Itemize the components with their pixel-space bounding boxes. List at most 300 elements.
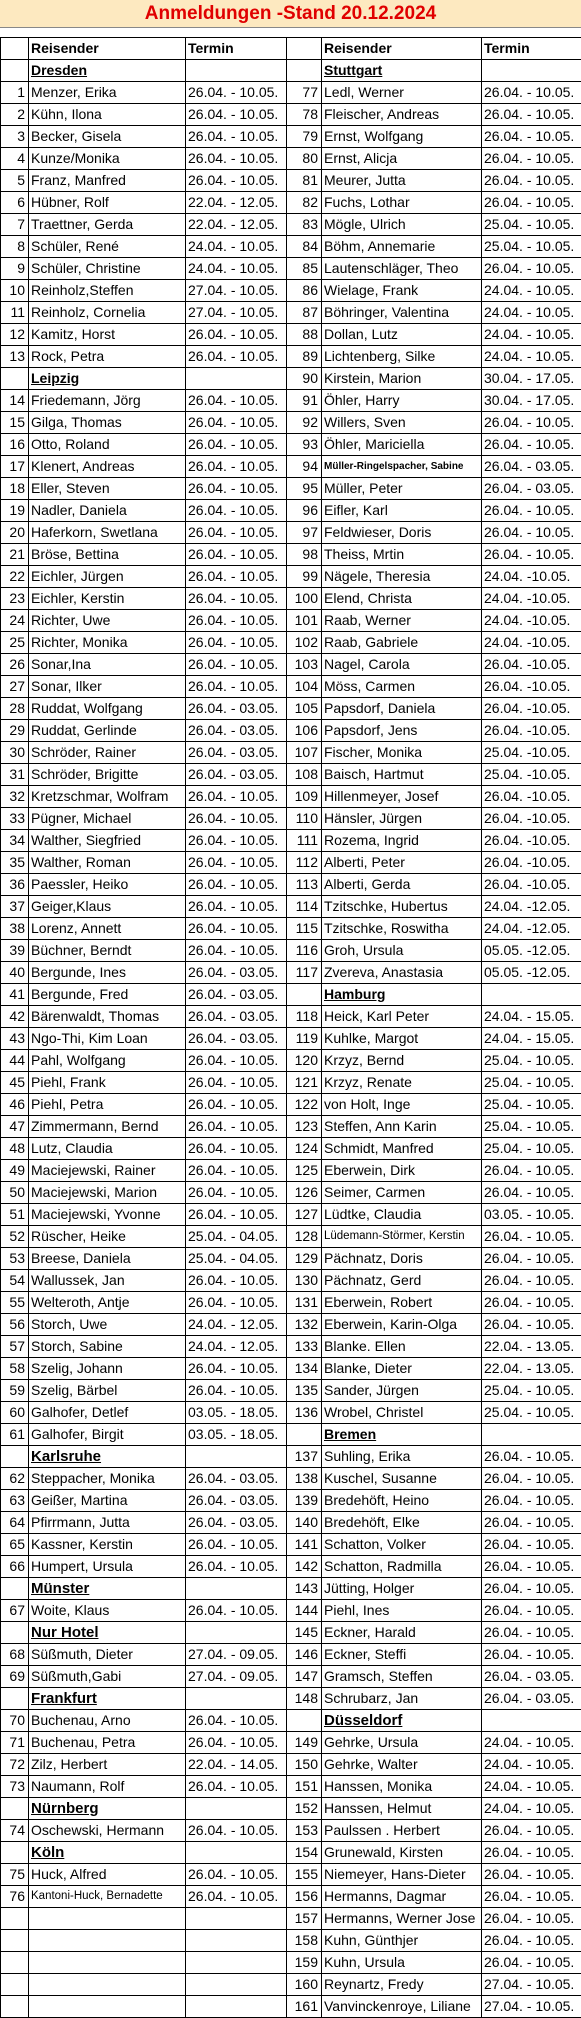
section-heading-right: Stuttgart [322, 60, 482, 82]
row-number-right: 152 [287, 1798, 322, 1820]
traveler-name-right: Rozema, Ingrid [322, 830, 482, 852]
table-row [1, 786, 581, 808]
term-cell-left [186, 1688, 287, 1710]
traveler-name-left: Storch, Sabine [29, 1336, 186, 1358]
row-number-left: 10 [1, 280, 29, 302]
row-number-left: 54 [1, 1270, 29, 1292]
table-row [1, 258, 581, 280]
table-row [1, 1336, 581, 1358]
row-number-left: 64 [1, 1512, 29, 1534]
traveler-name-right: Müller, Peter [322, 478, 482, 500]
traveler-name-right: Grunewald, Kirsten [322, 1842, 482, 1864]
travel-dates-left: 26.04. - 10.05. [186, 1556, 287, 1578]
traveler-name-left: Eichler, Kerstin [29, 588, 186, 610]
table-row [1, 104, 581, 126]
traveler-name-left: Friedemann, Jörg [29, 390, 186, 412]
travel-dates-right: 05.05. -12.05. [482, 940, 581, 962]
travel-dates-right: 25.04. - 10.05. [482, 1094, 581, 1116]
number-cell-left [1, 368, 29, 390]
travel-dates-left: 26.04. - 10.05. [186, 1072, 287, 1094]
table-row [1, 1710, 581, 1732]
traveler-name-right: Willers, Sven [322, 412, 482, 434]
table-row [1, 1490, 581, 1512]
table-row [1, 346, 581, 368]
travel-dates-right: 26.04. - 10.05. [482, 1622, 581, 1644]
table-row [1, 632, 581, 654]
row-number-right: 133 [287, 1336, 322, 1358]
table-row [1, 984, 581, 1006]
travel-dates-right: 25.04. - 10.05. [482, 1380, 581, 1402]
travel-dates-right: 25.04. - 10.05. [482, 1402, 581, 1424]
traveler-name-right: Elend, Christa [322, 588, 482, 610]
table-row [1, 1534, 581, 1556]
traveler-name-right: Nagel, Carola [322, 654, 482, 676]
travel-dates-right: 26.04. - 10.05. [482, 1248, 581, 1270]
empty-cell [1, 1930, 29, 1952]
row-number-left: 49 [1, 1160, 29, 1182]
table-row [1, 1732, 581, 1754]
number-cell-left [1, 1622, 29, 1644]
travel-dates-left: 26.04. - 10.05. [186, 324, 287, 346]
section-heading-left: Frankfurt [29, 1688, 186, 1710]
travel-dates-left: 24.04. - 12.05. [186, 1314, 287, 1336]
travel-dates-right: 26.04. - 03.05. [482, 478, 581, 500]
traveler-name-right: Tzitschke, Hubertus [322, 896, 482, 918]
table-row [1, 1754, 581, 1776]
traveler-name-right: Krzyz, Bernd [322, 1050, 482, 1072]
term-cell-right [482, 984, 581, 1006]
header-name-right: Reisender [322, 38, 482, 60]
table-row [1, 390, 581, 412]
empty-cell [186, 1996, 287, 2018]
traveler-name-left: Woite, Klaus [29, 1600, 186, 1622]
row-number-left: 52 [1, 1226, 29, 1248]
traveler-name-right: Pächnatz, Gerd [322, 1270, 482, 1292]
row-number-right: 132 [287, 1314, 322, 1336]
traveler-name-left: Zimmermann, Bernd [29, 1116, 186, 1138]
table-row [1, 1446, 581, 1468]
travel-dates-left: 26.04. - 10.05. [186, 390, 287, 412]
number-cell-left [1, 1842, 29, 1864]
row-number-left: 61 [1, 1424, 29, 1446]
travel-dates-left: 26.04. - 03.05. [186, 962, 287, 984]
row-number-right: 139 [287, 1490, 322, 1512]
row-number-right: 125 [287, 1160, 322, 1182]
travel-dates-right: 26.04. -10.05. [482, 786, 581, 808]
travel-dates-left: 26.04. - 10.05. [186, 544, 287, 566]
travel-dates-right: 25.04. -10.05. [482, 742, 581, 764]
travel-dates-left: 26.04. - 10.05. [186, 918, 287, 940]
traveler-name-right: Fischer, Monika [322, 742, 482, 764]
row-number-left: 25 [1, 632, 29, 654]
traveler-name-right: Heick, Karl Peter [322, 1006, 482, 1028]
traveler-name-right: Müller-Ringelspacher, Sabine [322, 456, 482, 478]
empty-cell [29, 1930, 186, 1952]
row-number-right: 127 [287, 1204, 322, 1226]
traveler-name-left: Piehl, Frank [29, 1072, 186, 1094]
travel-dates-right: 22.04. - 13.05. [482, 1336, 581, 1358]
section-heading-left: Leipzig [29, 368, 186, 390]
travel-dates-left: 22.04. - 12.05. [186, 214, 287, 236]
traveler-name-right: Dollan, Lutz [322, 324, 482, 346]
row-number-right: 121 [287, 1072, 322, 1094]
traveler-name-left: Paessler, Heiko [29, 874, 186, 896]
traveler-name-right: Piehl, Ines [322, 1600, 482, 1622]
traveler-name-left: Galhofer, Detlef [29, 1402, 186, 1424]
header-term-right: Termin [482, 38, 581, 60]
row-number-right: 144 [287, 1600, 322, 1622]
traveler-name-left: Piehl, Petra [29, 1094, 186, 1116]
table-row [1, 1666, 581, 1688]
table-row [1, 324, 581, 346]
row-number-right: 108 [287, 764, 322, 786]
travel-dates-left: 26.04. - 10.05. [186, 1138, 287, 1160]
traveler-name-right: Hillenmeyer, Josef [322, 786, 482, 808]
traveler-name-left: Sonar,Ina [29, 654, 186, 676]
row-number-right: 120 [287, 1050, 322, 1072]
travel-dates-right: 26.04. -10.05. [482, 654, 581, 676]
traveler-name-right: Mögle, Ulrich [322, 214, 482, 236]
traveler-name-right: Papsdorf, Jens [322, 720, 482, 742]
travel-dates-left: 26.04. - 03.05. [186, 1468, 287, 1490]
travel-dates-left: 26.04. - 10.05. [186, 1864, 287, 1886]
term-cell-left [186, 368, 287, 390]
row-number-right: 122 [287, 1094, 322, 1116]
row-number-right: 128 [287, 1226, 322, 1248]
number-cell-left [1, 60, 29, 82]
table-row [1, 126, 581, 148]
row-number-right: 158 [287, 1930, 322, 1952]
empty-cell [29, 1908, 186, 1930]
table-row [1, 940, 581, 962]
traveler-name-left: Traettner, Gerda [29, 214, 186, 236]
traveler-name-left: Lutz, Claudia [29, 1138, 186, 1160]
row-number-left: 60 [1, 1402, 29, 1424]
traveler-name-left: Ruddat, Wolfgang [29, 698, 186, 720]
section-heading-left: Münster [29, 1578, 186, 1600]
term-cell-right [482, 60, 581, 82]
traveler-name-right: Böhm, Annemarie [322, 236, 482, 258]
travel-dates-right: 26.04. - 10.05. [482, 1446, 581, 1468]
row-number-right: 160 [287, 1974, 322, 1996]
travel-dates-right: 24.04. -10.05. [482, 610, 581, 632]
traveler-name-right: Bredehöft, Elke [322, 1512, 482, 1534]
traveler-name-left: Bröse, Bettina [29, 544, 186, 566]
empty-cell [1, 1952, 29, 1974]
traveler-name-left: Schüler, Christine [29, 258, 186, 280]
traveler-name-left: Klenert, Andreas [29, 456, 186, 478]
table-row [1, 148, 581, 170]
travel-dates-left: 26.04. - 10.05. [186, 500, 287, 522]
travel-dates-right: 26.04. - 03.05. [482, 1666, 581, 1688]
table-row [1, 500, 581, 522]
row-number-left: 76 [1, 1886, 29, 1908]
row-number-right: 103 [287, 654, 322, 676]
traveler-name-right: Nägele, Theresia [322, 566, 482, 588]
term-cell-left [186, 1798, 287, 1820]
row-number-left: 59 [1, 1380, 29, 1402]
traveler-name-right: Kuhn, Ursula [322, 1952, 482, 1974]
traveler-name-left: Süßmuth, Dieter [29, 1644, 186, 1666]
travel-dates-left: 26.04. - 03.05. [186, 1512, 287, 1534]
row-number-left: 39 [1, 940, 29, 962]
travel-dates-left: 27.04. - 09.05. [186, 1644, 287, 1666]
table-row [1, 1798, 581, 1820]
table-row [1, 368, 581, 390]
table-row [1, 1644, 581, 1666]
traveler-name-left: Humpert, Ursula [29, 1556, 186, 1578]
table-row [1, 1578, 581, 1600]
row-number-right: 107 [287, 742, 322, 764]
travel-dates-right: 27.04. - 10.05. [482, 1974, 581, 1996]
number-cell-right [287, 1424, 322, 1446]
traveler-name-right: Eckner, Steffi [322, 1644, 482, 1666]
traveler-name-right: Fleischer, Andreas [322, 104, 482, 126]
row-number-left: 27 [1, 676, 29, 698]
travel-dates-right: 24.04. - 10.05. [482, 1754, 581, 1776]
table-row [1, 1094, 581, 1116]
travel-dates-right: 26.04. - 10.05. [482, 1512, 581, 1534]
travel-dates-right: 24.04. -10.05. [482, 588, 581, 610]
travel-dates-left: 26.04. - 10.05. [186, 808, 287, 830]
row-number-right: 134 [287, 1358, 322, 1380]
row-number-left: 7 [1, 214, 29, 236]
travel-dates-right: 26.04. - 10.05. [482, 1864, 581, 1886]
traveler-name-left: Richter, Monika [29, 632, 186, 654]
page-title: Anmeldungen -Stand 20.12.2024 [0, 0, 581, 28]
table-row [1, 60, 581, 82]
travel-dates-right: 26.04. - 03.05. [482, 456, 581, 478]
row-number-right: 85 [287, 258, 322, 280]
row-number-left: 6 [1, 192, 29, 214]
traveler-name-left: Haferkorn, Swetlana [29, 522, 186, 544]
row-number-left: 56 [1, 1314, 29, 1336]
row-number-right: 159 [287, 1952, 322, 1974]
travel-dates-left: 26.04. - 10.05. [186, 896, 287, 918]
traveler-name-left: Galhofer, Birgit [29, 1424, 186, 1446]
row-number-right: 118 [287, 1006, 322, 1028]
row-number-right: 140 [287, 1512, 322, 1534]
empty-cell [186, 1952, 287, 1974]
travel-dates-left: 26.04. - 10.05. [186, 654, 287, 676]
traveler-name-left: Buchenau, Petra [29, 1732, 186, 1754]
travel-dates-right: 26.04. - 10.05. [482, 500, 581, 522]
row-number-left: 5 [1, 170, 29, 192]
traveler-name-left: Pügner, Michael [29, 808, 186, 830]
travel-dates-right: 25.04. - 10.05. [482, 1050, 581, 1072]
travel-dates-left: 27.04. - 10.05. [186, 280, 287, 302]
travel-dates-left: 26.04. - 10.05. [186, 346, 287, 368]
travel-dates-right: 26.04. - 10.05. [482, 1292, 581, 1314]
table-row [1, 1600, 581, 1622]
term-cell-left [186, 1842, 287, 1864]
traveler-name-left: Süßmuth,Gabi [29, 1666, 186, 1688]
row-number-right: 115 [287, 918, 322, 940]
traveler-name-right: Baisch, Hartmut [322, 764, 482, 786]
travel-dates-right: 24.04. - 10.05. [482, 302, 581, 324]
traveler-name-left: Walther, Roman [29, 852, 186, 874]
row-number-left: 51 [1, 1204, 29, 1226]
row-number-left: 13 [1, 346, 29, 368]
traveler-name-right: Alberti, Gerda [322, 874, 482, 896]
row-number-left: 62 [1, 1468, 29, 1490]
table-row [1, 1138, 581, 1160]
traveler-name-left: Franz, Manfred [29, 170, 186, 192]
row-number-left: 30 [1, 742, 29, 764]
row-number-right: 156 [287, 1886, 322, 1908]
row-number-right: 153 [287, 1820, 322, 1842]
travel-dates-right: 24.04. - 10.05. [482, 1776, 581, 1798]
row-number-right: 111 [287, 830, 322, 852]
travel-dates-right: 26.04. -10.05. [482, 830, 581, 852]
row-number-left: 53 [1, 1248, 29, 1270]
travel-dates-left: 26.04. - 10.05. [186, 434, 287, 456]
travel-dates-right: 24.04. -12.05. [482, 918, 581, 940]
travel-dates-right: 26.04. -10.05. [482, 808, 581, 830]
row-number-left: 68 [1, 1644, 29, 1666]
travel-dates-left: 27.04. - 10.05. [186, 302, 287, 324]
traveler-name-right: Zvereva, Anastasia [322, 962, 482, 984]
travel-dates-left: 26.04. - 10.05. [186, 478, 287, 500]
row-number-right: 145 [287, 1622, 322, 1644]
traveler-name-right: Lüdemann-Störmer, Kerstin [322, 1226, 482, 1248]
traveler-name-left: Lorenz, Annett [29, 918, 186, 940]
travel-dates-right: 26.04. - 10.05. [482, 1534, 581, 1556]
row-number-right: 112 [287, 852, 322, 874]
table-row [1, 1226, 581, 1248]
table-row [1, 1820, 581, 1842]
row-number-left: 46 [1, 1094, 29, 1116]
row-number-right: 104 [287, 676, 322, 698]
travel-dates-right: 26.04. - 10.05. [482, 1908, 581, 1930]
travel-dates-left: 03.05. - 18.05. [186, 1424, 287, 1446]
row-number-right: 137 [287, 1446, 322, 1468]
row-number-right: 93 [287, 434, 322, 456]
travel-dates-left: 26.04. - 10.05. [186, 1116, 287, 1138]
travel-dates-right: 26.04. -10.05. [482, 874, 581, 896]
section-heading-left: Köln [29, 1842, 186, 1864]
traveler-name-left: Oschewski, Hermann [29, 1820, 186, 1842]
row-number-left: 21 [1, 544, 29, 566]
row-number-left: 11 [1, 302, 29, 324]
traveler-name-right: Kirstein, Marion [322, 368, 482, 390]
empty-cell [1, 1974, 29, 1996]
row-number-left: 31 [1, 764, 29, 786]
travel-dates-right: 26.04. - 10.05. [482, 1226, 581, 1248]
travel-dates-left: 26.04. - 10.05. [186, 1094, 287, 1116]
row-number-left: 24 [1, 610, 29, 632]
travel-dates-right: 26.04. - 10.05. [482, 1182, 581, 1204]
row-number-right: 161 [287, 1996, 322, 2018]
traveler-name-left: Kretzschmar, Wolfram [29, 786, 186, 808]
traveler-name-right: Möss, Carmen [322, 676, 482, 698]
row-number-right: 126 [287, 1182, 322, 1204]
traveler-name-left: Pfirrmann, Jutta [29, 1512, 186, 1534]
traveler-name-right: Eberwein, Karin-Olga [322, 1314, 482, 1336]
number-cell-left [1, 1578, 29, 1600]
section-heading-left: Nur Hotel [29, 1622, 186, 1644]
traveler-name-left: Maciejewski, Yvonne [29, 1204, 186, 1226]
travel-dates-left: 26.04. - 10.05. [186, 1534, 287, 1556]
row-number-left: 12 [1, 324, 29, 346]
row-number-left: 69 [1, 1666, 29, 1688]
row-number-right: 149 [287, 1732, 322, 1754]
travel-dates-right: 26.04. - 10.05. [482, 1886, 581, 1908]
travel-dates-right: 26.04. - 10.05. [482, 104, 581, 126]
traveler-name-left: Reinholz,Steffen [29, 280, 186, 302]
row-number-left: 17 [1, 456, 29, 478]
row-number-right: 87 [287, 302, 322, 324]
table-row [1, 1468, 581, 1490]
traveler-name-right: Lichtenberg, Silke [322, 346, 482, 368]
number-cell-left [1, 1446, 29, 1468]
table-row [1, 1908, 581, 1930]
row-number-right: 90 [287, 368, 322, 390]
travel-dates-right: 26.04. - 10.05. [482, 170, 581, 192]
traveler-name-right: Raab, Werner [322, 610, 482, 632]
row-number-left: 55 [1, 1292, 29, 1314]
header-number-left [1, 38, 29, 60]
travel-dates-right: 25.04. - 10.05. [482, 1116, 581, 1138]
row-number-right: 81 [287, 170, 322, 192]
traveler-name-right: Blanke, Dieter [322, 1358, 482, 1380]
travel-dates-right: 26.04. - 10.05. [482, 1490, 581, 1512]
row-number-left: 9 [1, 258, 29, 280]
traveler-name-left: Kantoni-Huck, Bernadette [29, 1886, 186, 1908]
travel-dates-right: 26.04. - 10.05. [482, 82, 581, 104]
travel-dates-right: 26.04. - 10.05. [482, 1820, 581, 1842]
table-row [1, 522, 581, 544]
empty-cell [29, 1952, 186, 1974]
traveler-name-right: Sander, Jürgen [322, 1380, 482, 1402]
row-number-left: 14 [1, 390, 29, 412]
traveler-name-left: Steppacher, Monika [29, 1468, 186, 1490]
row-number-left: 37 [1, 896, 29, 918]
traveler-name-right: Eberwein, Dirk [322, 1160, 482, 1182]
traveler-name-left: Eichler, Jürgen [29, 566, 186, 588]
traveler-name-right: Bredehöft, Heino [322, 1490, 482, 1512]
term-cell-left [186, 1622, 287, 1644]
traveler-name-right: Paulssen . Herbert [322, 1820, 482, 1842]
travel-dates-left: 26.04. - 10.05. [186, 610, 287, 632]
row-number-left: 71 [1, 1732, 29, 1754]
traveler-name-left: Storch, Uwe [29, 1314, 186, 1336]
travel-dates-right: 25.04. -10.05. [482, 764, 581, 786]
travel-dates-left: 26.04. - 10.05. [186, 852, 287, 874]
travel-dates-right: 26.04. -10.05. [482, 852, 581, 874]
table-row [1, 434, 581, 456]
row-number-right: 106 [287, 720, 322, 742]
row-number-right: 142 [287, 1556, 322, 1578]
row-number-right: 150 [287, 1754, 322, 1776]
table-row [1, 1556, 581, 1578]
traveler-name-right: Alberti, Peter [322, 852, 482, 874]
table-row [1, 1776, 581, 1798]
traveler-name-right: Hermanns, Werner Jose [322, 1908, 482, 1930]
row-number-right: 92 [287, 412, 322, 434]
term-cell-left [186, 1446, 287, 1468]
travel-dates-left: 27.04. - 09.05. [186, 1666, 287, 1688]
traveler-name-right: Ernst, Alicja [322, 148, 482, 170]
travel-dates-right: 24.04. - 10.05. [482, 324, 581, 346]
travel-dates-left: 26.04. - 10.05. [186, 632, 287, 654]
travel-dates-right: 24.04. - 10.05. [482, 1732, 581, 1754]
row-number-left: 58 [1, 1358, 29, 1380]
travel-dates-left: 25.04. - 04.05. [186, 1226, 287, 1248]
table-row [1, 654, 581, 676]
travel-dates-right: 26.04. - 10.05. [482, 412, 581, 434]
traveler-name-right: Groh, Ursula [322, 940, 482, 962]
